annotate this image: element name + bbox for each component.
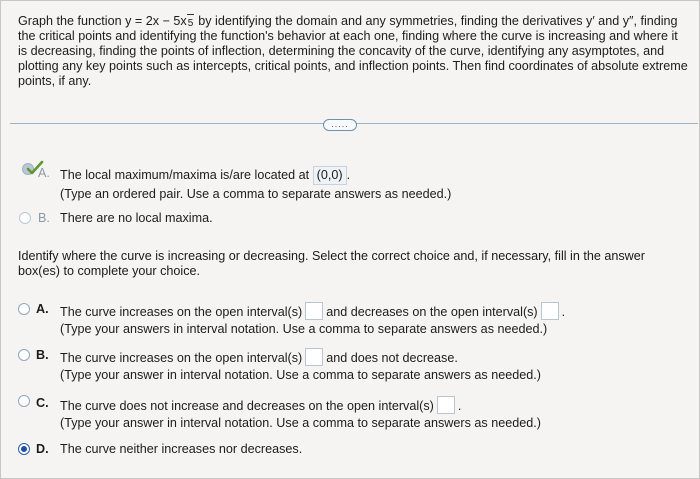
increasing-prompt: Identify where the curve is increasing or decreasing. Select the correct choice and, if necessary, fill in the answer box(es) to complete your choice. — [18, 249, 645, 278]
option-text: The local maximum/maxima is/are located at — [60, 168, 310, 182]
period: . — [346, 168, 351, 182]
maxima-answer-box[interactable]: (0,0) — [313, 166, 347, 185]
increasing-option-c-radio[interactable] — [18, 395, 30, 407]
period: . — [457, 399, 462, 413]
option-hint: (Type your answer in interval notation. Use a comma to separate answers as needed.) — [60, 416, 541, 430]
option-letter: D. — [36, 442, 49, 456]
problem-lead: Graph the function y = 2x − 5x — [18, 14, 187, 28]
decreasing-interval-input[interactable] — [437, 396, 455, 414]
option-text: The curve does not increase and decreases on the open interval(s) — [60, 399, 434, 413]
option-letter: C. — [36, 396, 49, 410]
option-text: The curve increases on the open interval(s) — [60, 351, 303, 365]
option-text: The curve neither increases nor decreases. — [60, 442, 303, 456]
exponent-value: 5 — [187, 18, 194, 29]
increasing-interval-input[interactable] — [305, 302, 323, 320]
period: . — [561, 305, 566, 319]
problem-rest: by identifying the domain and any symmetries, finding the derivatives y′ and y″, finding the critical points and identifying the function's behavior at each one, finding where the curve is increasing and where it is decreasing, finding the points of inflection, determining the concavity of the curve, identifying any asymptotes, and plotting any key points such as intercepts, critical points, and inflection points. Then find coordinates of absolute extreme points, if any. — [18, 14, 688, 88]
option-text: The curve increases on the open interval(s) — [60, 305, 303, 319]
option-text-2: and does not decrease. — [326, 351, 458, 365]
problem-statement — [18, 14, 690, 89]
increasing-option-d-radio[interactable] — [18, 443, 30, 455]
option-letter: B. — [36, 348, 49, 362]
decreasing-interval-input[interactable] — [541, 302, 559, 320]
option-hint: (Type your answer in interval notation. Use a comma to separate answers as needed.) — [60, 368, 541, 382]
maxima-option-b-radio[interactable] — [19, 212, 31, 224]
option-text: There are no local maxima. — [60, 211, 213, 225]
increasing-option-b-radio[interactable] — [18, 349, 30, 361]
option-letter: A. — [38, 166, 50, 180]
option-hint: (Type your answers in interval notation. Use a comma to separate answers as needed.) — [60, 322, 548, 336]
option-text-2: and decreases on the open interval(s) — [326, 305, 538, 319]
increasing-option-a-radio[interactable] — [18, 303, 30, 315]
option-hint: (Type an ordered pair. Use a comma to separate answers as needed.) — [60, 187, 452, 201]
option-letter: B. — [38, 211, 50, 225]
increasing-interval-input[interactable] — [305, 348, 323, 366]
option-letter: A. — [36, 302, 49, 316]
show-more-button[interactable]: ..... — [323, 119, 357, 131]
